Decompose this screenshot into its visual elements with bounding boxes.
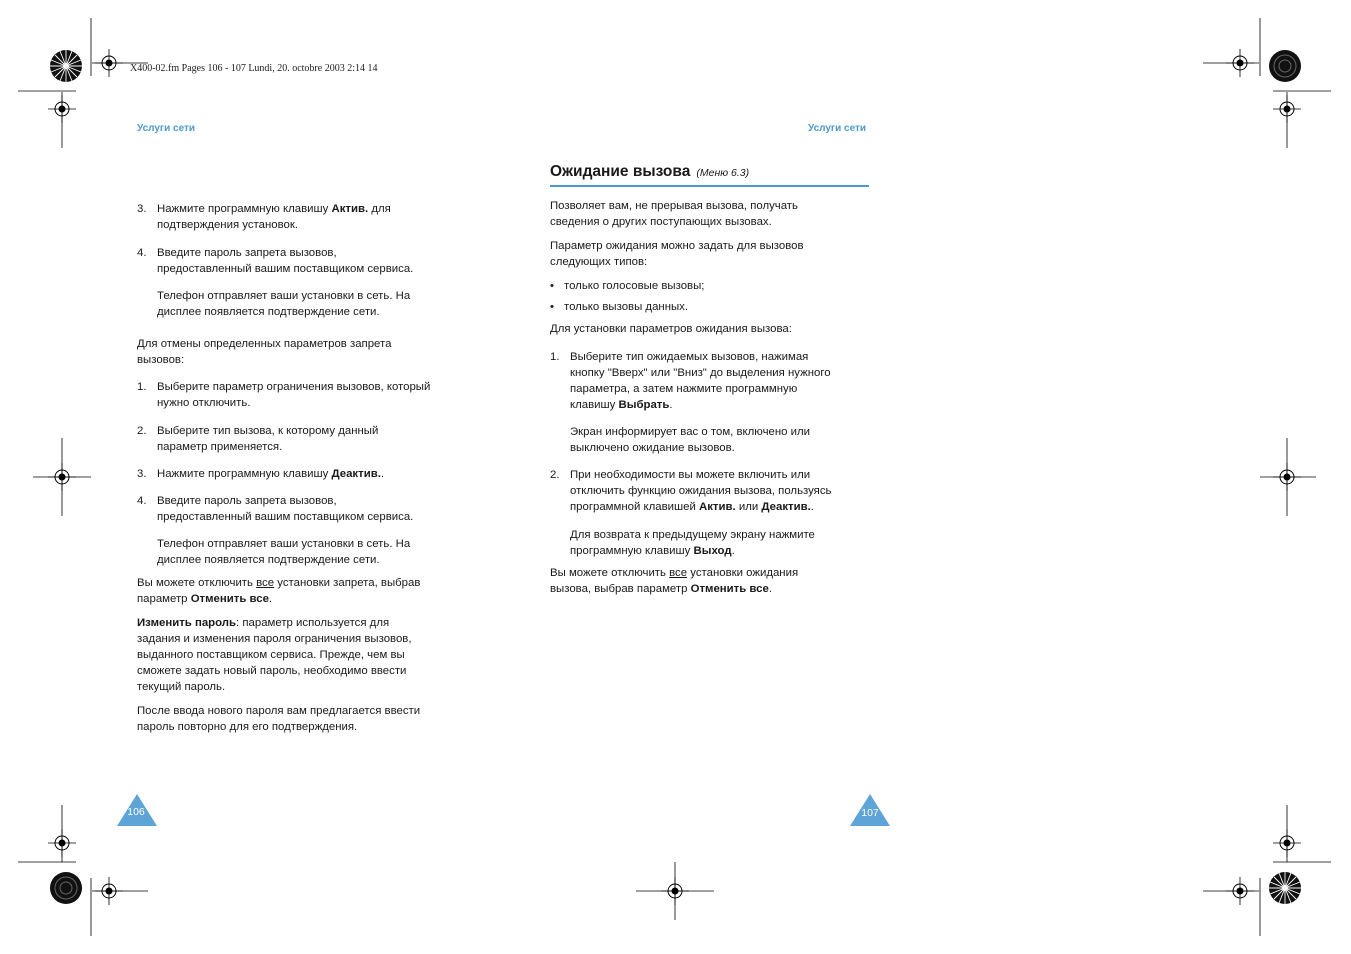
print-header: X400-02.fm Pages 106 - 107 Lundi, 20. octobre 2003 2:14 14: [130, 63, 378, 74]
note: Экран информирует вас о том, включено или выключено ожидание вызовов.: [570, 426, 811, 454]
paragraph: После ввода нового пароля вам предлагается ввести пароль повторно для его подтверждения.: [137, 705, 421, 733]
list-item: 3. Нажмите программную клавишу Актив. для подтверждения установок.: [137, 203, 391, 231]
list-item: 3. Нажмите программную клавишу Деактив..: [137, 468, 385, 480]
page-title: Ожидание вызова: [550, 163, 691, 180]
paragraph: Для установки параметров ожидания вызова:: [550, 323, 792, 335]
list-item: 1. Выберите параметр ограничения вызовов, который нужно отключить.: [137, 381, 431, 409]
list-item: 2. Выберите тип вызова, к которому данный параметр применяется.: [137, 425, 379, 453]
list-item: 1. Выберите тип ожидаемых вызовов, нажимая кнопку "Вверх" или "Вниз" до выделения нужного параметра, а затем нажмите программную клавишу Выбрать.: [550, 351, 831, 411]
note: Телефон отправляет ваши установки в сеть. На дисплее появляется подтверждение сети.: [157, 538, 411, 566]
right-section-label: Услуги сети: [808, 123, 867, 134]
left-column: [137, 201, 467, 735]
left-section-label: Услуги сети: [137, 123, 196, 134]
menu-reference: (Меню 6.3): [696, 167, 750, 179]
paragraph: Параметр ожидания можно задать для вызовов следующих типов:: [550, 240, 804, 268]
paragraph: Позволяет вам, не прерывая вызова, получать сведения о других поступающих вызовах.: [550, 200, 798, 228]
bullet-item: • только голосовые вызовы;: [550, 278, 880, 294]
paragraph: Для отмены определенных параметров запрета вызовов:: [137, 338, 392, 366]
paragraph: Вы можете отключить все установки ожидания вызова, выбрав параметр Отменить все.: [550, 567, 799, 595]
paragraph: Изменить пароль: параметр используется для задания и изменения пароля ограничения вызовов, выданного поставщиком сервиса. Прежде, чем вы сможете задать новый пароль, необходимо ввести текущий пароль.: [137, 617, 412, 693]
paragraph: Вы можете отключить все установки запрета, выбрав параметр Отменить все.: [137, 577, 421, 605]
note: Телефон отправляет ваши установки в сеть. На дисплее появляется подтверждение сети.: [157, 290, 411, 318]
page-number: 106: [127, 806, 145, 818]
list-item: 4. Введите пароль запрета вызовов, предоставленный вашим поставщиком сервиса.: [137, 247, 414, 275]
list-item: 2. При необходимости вы можете включить или отключить функцию ожидания вызова, пользуясь программной клавишей Актив. или Деактив..: [550, 469, 832, 513]
section-title: [550, 163, 869, 181]
page-number: 107: [861, 807, 879, 819]
bullet-item: • только вызовы данных.: [550, 299, 880, 315]
title-underline: [550, 185, 869, 187]
note: Для возврата к предыдущему экрану нажмите программную клавишу Выход.: [570, 529, 815, 557]
right-column: [550, 198, 880, 597]
list-item: 4. Введите пароль запрета вызовов, предоставленный вашим поставщиком сервиса.: [137, 495, 414, 523]
